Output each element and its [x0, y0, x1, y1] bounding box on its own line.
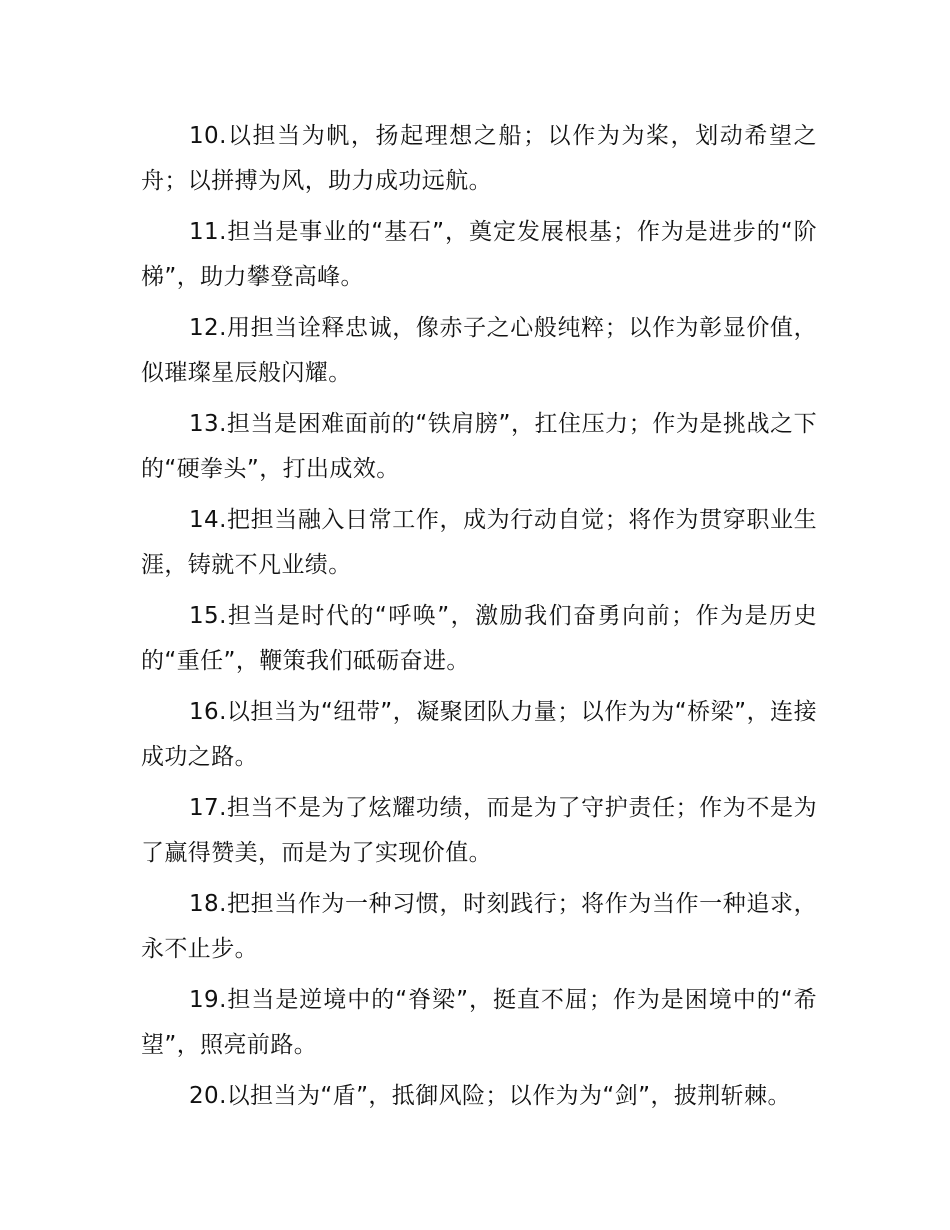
paragraph-15: 15.担当是时代的“呼唤”，激励我们奋勇向前；作为是历史的“重任”，鞭策我们砥砺奋进。: [141, 603, 817, 674]
paragraph-17: 17.担当不是为了炫耀功绩，而是为了守护责任；作为不是为了赢得赞美，而是为了实现价值。: [141, 795, 817, 866]
paragraph-11: 11.担当是事业的“基石”，奠定发展根基；作为是进步的“阶梯”，助力攀登高峰。: [141, 219, 817, 290]
paragraph-13: 13.担当是困难面前的“铁肩膀”，扛住压力；作为是挑战之下的“硬拳头”，打出成效。: [141, 411, 817, 482]
paragraph-19: 19.担当是逆境中的“脊梁”，挺直不屈；作为是困境中的“希望”，照亮前路。: [141, 987, 817, 1058]
paragraph-18: 18.把担当作为一种习惯，时刻践行；将作为当作一种追求，永不止步。: [141, 891, 817, 962]
paragraph-12: 12.用担当诠释忠诚，像赤子之心般纯粹；以作为彰显价值，似璀璨星辰般闪耀。: [141, 315, 817, 386]
paragraph-16: 16.以担当为“纽带”，凝聚团队力量；以作为为“桥梁”，连接成功之路。: [141, 699, 817, 770]
paragraph-10: 10.以担当为帆，扬起理想之船；以作为为桨，划动希望之舟；以拼搏为风，助力成功远航。: [141, 123, 817, 194]
paragraph-14: 14.把担当融入日常工作，成为行动自觉；将作为贯穿职业生涯，铸就不凡业绩。: [141, 507, 817, 578]
document-body: [141, 114, 817, 1125]
paragraph-20: 20.以担当为“盾”，抵御风险；以作为为“剑”，披荆斩棘。: [189, 1083, 791, 1109]
